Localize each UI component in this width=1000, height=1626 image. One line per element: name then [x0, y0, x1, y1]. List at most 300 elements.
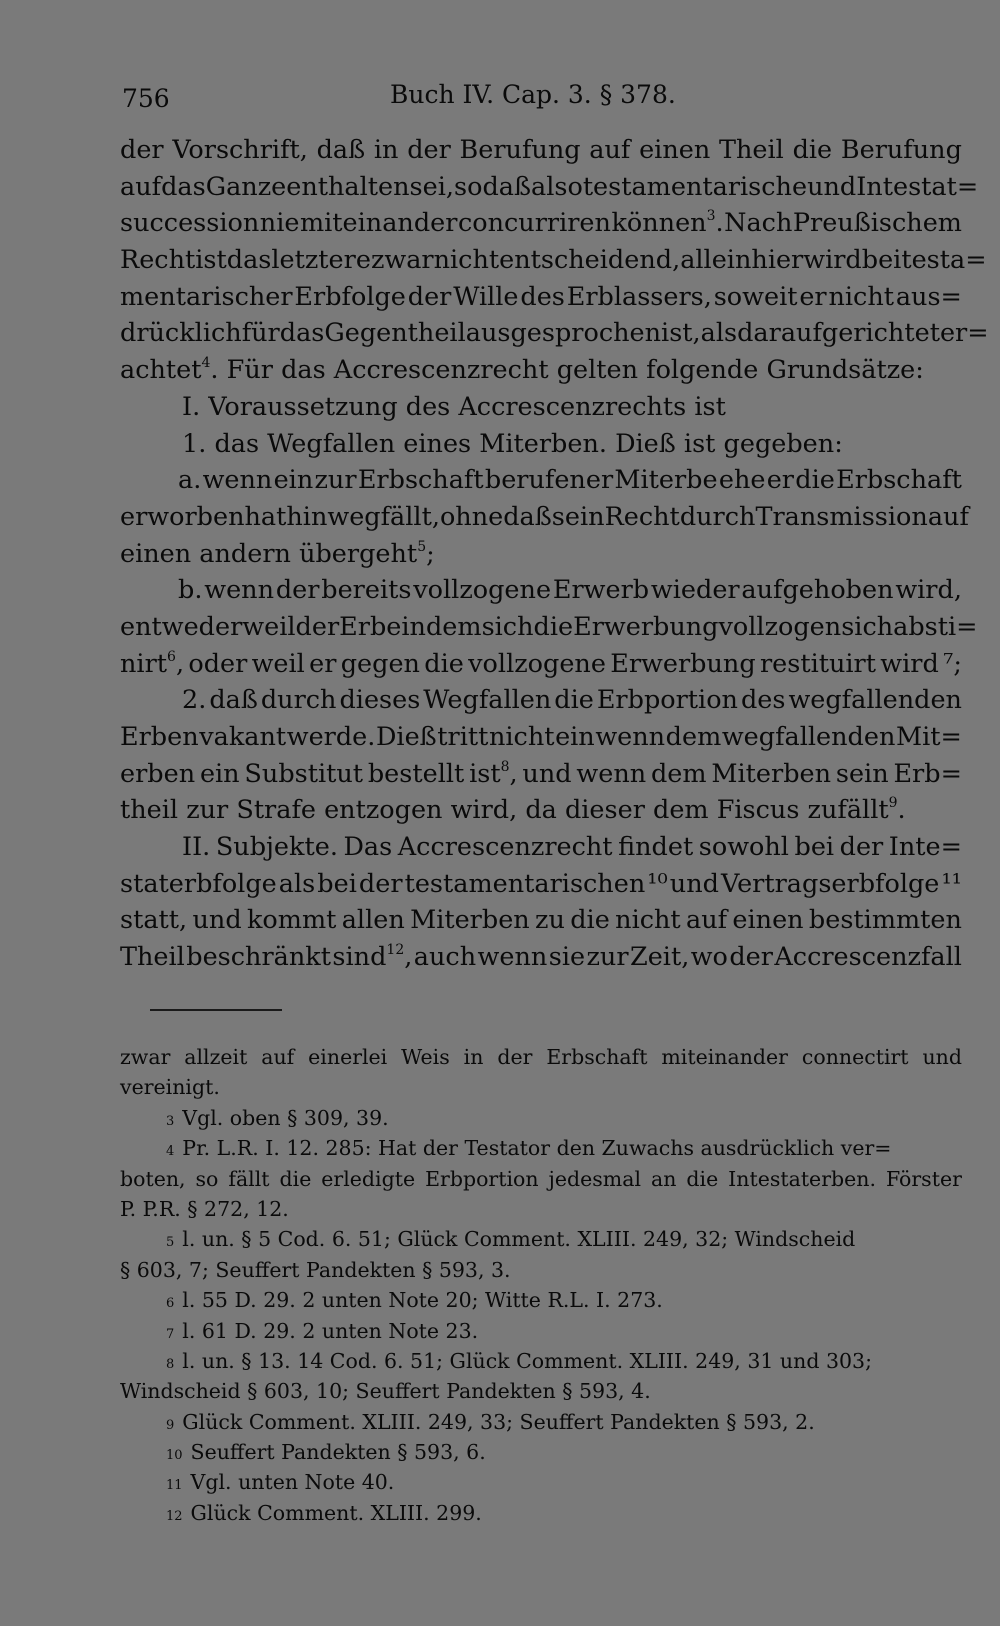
word: der [407, 135, 451, 165]
text-line [120, 132, 962, 169]
footnote-marker: 8 [166, 1356, 175, 1372]
word: zur [586, 942, 629, 973]
text-line [120, 205, 962, 242]
word: der [407, 281, 452, 312]
word: so [195, 1166, 219, 1191]
word: Erben [120, 722, 199, 752]
word: Erwerbung [573, 611, 719, 642]
word: boten, [120, 1166, 186, 1191]
word: Strafe [236, 795, 325, 826]
word: die [279, 1166, 312, 1191]
word: vollzogen [718, 611, 842, 642]
text-line [120, 315, 989, 352]
word: Berufung [459, 135, 581, 165]
main-text [120, 132, 989, 976]
word: bestellt [367, 758, 465, 789]
word: und [922, 1045, 962, 1069]
word: wenn [477, 942, 548, 973]
footnote-line [120, 1467, 962, 1497]
word: und [807, 171, 857, 202]
footnote-line [120, 1164, 962, 1194]
word: die [686, 1166, 719, 1191]
footnote-line [120, 1346, 962, 1376]
footnote-marker: 11 [166, 1478, 183, 1494]
word: er [309, 648, 337, 679]
text-line [120, 572, 962, 609]
footnote-ref: 6 [167, 648, 176, 665]
word: so [454, 171, 483, 202]
word: als [700, 318, 738, 349]
word: sein [835, 758, 889, 789]
word: Erbschaft [836, 465, 962, 496]
word: entzogen [324, 795, 451, 826]
text-line [120, 536, 962, 573]
word: das [279, 318, 325, 349]
word: allzeit [184, 1045, 248, 1069]
word: Substitut [244, 758, 364, 789]
word: entscheidend, [499, 245, 681, 276]
footnote-marker: 10 [166, 1448, 183, 1464]
word: aufgehoben [741, 575, 894, 606]
word: der [839, 832, 884, 863]
footnote-line [120, 1407, 962, 1437]
footnote-line [120, 1498, 962, 1528]
word: des [740, 685, 786, 716]
word: hier [751, 245, 804, 276]
word: nicht [615, 905, 681, 936]
text-line [120, 279, 962, 316]
footnote-text: Glück Comment. XLIII. 249, 33; Seuffert Pandekten § 593, 2. [182, 1409, 815, 1434]
word: er [799, 281, 827, 312]
word: zwar [120, 1045, 171, 1069]
word: Erb= [893, 758, 962, 789]
word: hat [244, 501, 287, 532]
word: achtet$^4$. [120, 355, 219, 386]
word: ¹⁰ [647, 868, 668, 899]
word: die [424, 648, 464, 679]
footnote-marker: 4 [166, 1144, 175, 1160]
word: zur [314, 465, 357, 496]
word: oder [188, 648, 248, 679]
word: sowohl [698, 832, 789, 863]
word: Erbe [339, 611, 402, 642]
word: hinwegfällt, [286, 501, 440, 532]
text-line [120, 609, 978, 646]
word: jedesmal [548, 1166, 642, 1191]
word: allen [341, 905, 405, 936]
word: Vertragserbfolge [721, 868, 940, 899]
word: mentarischer [120, 281, 293, 312]
word: tritt [437, 722, 489, 752]
footnote-line [120, 1072, 962, 1102]
word: Inte= [888, 832, 962, 863]
word: Subjekte. [215, 832, 338, 863]
word: sich [841, 611, 894, 642]
word: wird, [895, 575, 962, 606]
word: eines [403, 428, 480, 459]
word: wieder [650, 575, 740, 606]
word: Förster [885, 1166, 962, 1191]
word: ist$^8$, [469, 758, 518, 789]
word: berufener [484, 465, 614, 496]
word: dem [665, 722, 722, 752]
word: fällt [228, 1166, 270, 1191]
word: staterbfolge [120, 868, 277, 899]
word: dieser [564, 795, 653, 826]
word: 1. [182, 428, 215, 459]
page-number: 756 [122, 84, 170, 113]
footnote-line [120, 1042, 962, 1072]
word: aus= [895, 281, 962, 312]
text-line [120, 169, 979, 206]
word: daß [482, 171, 532, 202]
word: Nach [724, 208, 793, 239]
word: zwar [370, 245, 434, 276]
word: nirt$^6$, [120, 648, 185, 679]
word: absti= [893, 611, 978, 642]
word: restituirt [759, 648, 876, 679]
word: für [241, 318, 280, 349]
word: und [192, 905, 242, 936]
word: miteinander [299, 208, 458, 239]
footnote-text: Seuffert Pandekten § 593, 6. [190, 1440, 486, 1465]
word: dem [653, 795, 717, 826]
footnote-marker: 5 [166, 1235, 175, 1251]
footnote-separator [150, 1009, 282, 1011]
word: 2. [182, 685, 207, 716]
word: Intestaterben. [728, 1166, 876, 1191]
word: bei [317, 868, 357, 899]
word: nicht [433, 245, 500, 276]
footnote-text: vereinigt. [120, 1075, 220, 1100]
word: gegen [340, 648, 420, 679]
text-line [120, 792, 962, 829]
word: nicht [488, 722, 555, 752]
footnote-marker: 7 [166, 1326, 175, 1342]
word: daß [503, 501, 552, 532]
footnote-line [120, 1255, 962, 1285]
word: ¹¹ [941, 868, 962, 899]
word: wenn [576, 758, 647, 789]
word: also [531, 171, 583, 202]
word: sein [551, 501, 605, 532]
text-line [120, 499, 969, 536]
word: durch [260, 685, 337, 716]
word: des [405, 391, 459, 422]
word: die [795, 465, 835, 496]
word: Für [226, 355, 282, 386]
word: Recht [604, 501, 680, 532]
word: gegeben: [723, 428, 851, 459]
footnote-line [120, 1224, 962, 1254]
word: Ganze [205, 171, 287, 202]
word: letztere [271, 245, 371, 276]
footnote-ref: 3 [706, 208, 716, 225]
word: Theil [719, 135, 784, 165]
word: Wille [453, 281, 519, 312]
word: des [520, 281, 565, 312]
word: Erwerb [552, 575, 650, 606]
footnote-line [120, 1133, 962, 1163]
footnote-text: Pr. L.R. I. 12. 285: Hat der Testator den Zuwachs ausdrücklich ver= [182, 1136, 892, 1161]
word: wegfallenden [721, 722, 896, 752]
word: Mit= [895, 722, 962, 752]
word: gerichtet [821, 318, 940, 349]
footnote-line [120, 1103, 962, 1133]
word: als [278, 868, 316, 899]
word: Erwerbung [610, 648, 756, 679]
word: einen [732, 905, 804, 936]
word: das [161, 171, 206, 202]
text-line [120, 939, 962, 976]
word: zufällt$^9$. [807, 795, 906, 826]
word: vollzogene [468, 648, 606, 679]
word: ⁷; [943, 648, 962, 679]
word: Wegfallen [423, 685, 552, 716]
word: die [570, 905, 610, 936]
word: ist, [661, 318, 701, 349]
word: Berufung [840, 135, 962, 165]
footnote-ref: 5 [417, 538, 427, 555]
word: die [533, 611, 574, 642]
text-line [120, 242, 987, 279]
word: sich [481, 611, 534, 642]
word: testamentarische [582, 171, 808, 202]
word: Erbfolge [294, 281, 406, 312]
word: auf [261, 1045, 295, 1069]
word: da [525, 795, 565, 826]
word: Voraussetzung [208, 391, 406, 422]
word: der [497, 1045, 533, 1069]
word: wenn [202, 465, 273, 496]
word: bestimmten [808, 905, 962, 936]
footnote-text: Vgl. unten Note 40. [190, 1470, 395, 1495]
footnote-marker: 12 [166, 1508, 183, 1524]
word: Miterben. [479, 428, 616, 459]
word: übergeht$^5$; [299, 538, 435, 569]
word: nicht [828, 281, 894, 312]
word: Recht [120, 245, 196, 276]
word: die [554, 685, 594, 716]
word: Transmission [755, 501, 928, 532]
word: vollzogene [413, 575, 552, 606]
word: einerlei [308, 1045, 388, 1069]
text-line [120, 902, 962, 939]
word: sie [548, 942, 586, 973]
footnote-marker: 9 [166, 1417, 175, 1433]
footnote-text: l. un. § 5 Cod. 6. 51; Glück Comment. XLIII. 249, 32; Windscheid [182, 1227, 856, 1252]
word: daß [316, 135, 366, 165]
word: bei [861, 245, 902, 276]
word: der [295, 611, 340, 642]
footnote-text: l. un. § 13. 14 Cod. 6. 51; Glück Comment. XLIII. 249, 31 und 303; [182, 1348, 873, 1373]
footnote-text: P. P.R. § 272, 12. [120, 1196, 289, 1221]
footnote-ref: 12 [386, 942, 405, 959]
word: wird, [450, 795, 526, 826]
word: entweder [120, 611, 243, 642]
word: werde. [286, 722, 376, 752]
footnote-ref: 9 [888, 795, 898, 812]
word: b. [178, 575, 203, 606]
word: einen [120, 538, 200, 569]
text-line [120, 719, 962, 756]
word: Dieß [375, 722, 437, 752]
word: ist [195, 245, 227, 276]
word: Wegfallen [267, 428, 404, 459]
text-line [120, 646, 962, 683]
word: Accrescenzfall [774, 942, 962, 973]
word: Erblassers, [566, 281, 712, 312]
text-line [120, 352, 962, 389]
word: soweit [713, 281, 798, 312]
footnote-text: l. 61 D. 29. 2 unten Note 23. [182, 1318, 479, 1343]
word: auch [413, 942, 477, 973]
footnote-ref: 4 [201, 355, 211, 372]
word: sind$^{12}$, [332, 942, 413, 973]
word: Erbschaft [546, 1045, 648, 1069]
word: miteinander [661, 1045, 788, 1069]
word: Weis [401, 1045, 450, 1069]
text-line [120, 866, 962, 903]
text-line [120, 426, 962, 463]
footnote-line [120, 1437, 962, 1467]
word: zur [186, 795, 237, 826]
footnote-line [120, 1194, 962, 1224]
word: Intestat= [856, 171, 979, 202]
word: das [214, 428, 268, 459]
word: vakant [199, 722, 287, 752]
word: testa= [901, 245, 987, 276]
text-line [120, 389, 962, 426]
word: und [669, 868, 719, 899]
footnote-ref: 8 [500, 758, 510, 775]
word: Miterbe [614, 465, 718, 496]
word: bereits [321, 575, 412, 606]
word: Accrescenzrechts [458, 391, 695, 422]
word: darauf [737, 318, 822, 349]
word: er [766, 465, 794, 496]
word: das [281, 355, 334, 386]
word: II. [182, 832, 211, 863]
word: dem [650, 758, 707, 789]
word: erben [120, 758, 196, 789]
word: drücklich [120, 318, 242, 349]
footnote-text: Vgl. oben § 309, 39. [182, 1105, 389, 1130]
word: wird [880, 648, 939, 679]
word: andern [199, 538, 300, 569]
word: beschränkt [186, 942, 331, 973]
word: einen [639, 135, 711, 165]
footnote-marker: 3 [166, 1113, 175, 1129]
footnote-line [120, 1285, 962, 1315]
word: an [650, 1166, 677, 1191]
word: das [226, 245, 272, 276]
word: a. [178, 465, 202, 496]
word: ein [199, 758, 240, 789]
word: ehe [718, 465, 766, 496]
word: I. [182, 391, 209, 422]
word: Grundsätze: [766, 355, 932, 386]
word: und [522, 758, 572, 789]
footnote-text: Glück Comment. XLIII. 299. [190, 1500, 482, 1525]
word: folgende [646, 355, 767, 386]
word: weil [251, 648, 305, 679]
text-line [120, 462, 962, 499]
footnote-line [120, 1316, 962, 1346]
word: findet [618, 832, 694, 863]
word: ohne [439, 501, 504, 532]
word: wird [803, 245, 862, 276]
text-line [120, 829, 962, 866]
word: in [373, 135, 399, 165]
word: allein [680, 245, 752, 276]
word: auf [686, 905, 728, 936]
word: Gegentheil [324, 318, 466, 349]
word: bei [794, 832, 835, 863]
word: Accrescenzrecht [333, 355, 557, 386]
word: Das [343, 832, 393, 863]
word: Preußischem [792, 208, 962, 239]
word: der [729, 942, 773, 973]
running-title: Buch IV. Cap. 3. § 378. [390, 80, 676, 109]
word: succession [120, 208, 260, 239]
word: ein [273, 465, 314, 496]
word: enthalten [286, 171, 410, 202]
word: können$^3$. [611, 208, 724, 239]
word: Erbportion [596, 685, 738, 716]
word: Vorschrift, [172, 135, 308, 165]
word: Dieß [615, 428, 684, 459]
word: Miterben [711, 758, 832, 789]
footnote-line [120, 1376, 962, 1406]
word: Fiscus [716, 795, 808, 826]
word: der [275, 575, 320, 606]
word: statt, [120, 905, 188, 936]
word: in [401, 611, 426, 642]
text-line [120, 756, 962, 793]
footnote-text: Windscheid § 603, 10; Seuffert Pandekten § 593, 4. [120, 1379, 651, 1404]
word: wenn [595, 722, 666, 752]
word: testamentarischen [404, 868, 646, 899]
word: auf [927, 501, 969, 532]
word: Erbschaft [357, 465, 484, 496]
word: concurriren [457, 208, 611, 239]
word: zu [535, 905, 565, 936]
word: der [358, 868, 403, 899]
word: erworben [120, 501, 245, 532]
word: connectirt [801, 1045, 909, 1069]
word: ausgesprochen [465, 318, 662, 349]
footnote-marker: 6 [166, 1296, 175, 1312]
footnote-text: l. 55 D. 29. 2 unten Note 20; Witte R.L. I. 273. [182, 1288, 663, 1313]
word: dieses [339, 685, 421, 716]
word: Accrescenzrecht [397, 832, 613, 863]
word: weil [242, 611, 296, 642]
word: auf [589, 135, 631, 165]
footnotes [120, 1042, 962, 1528]
word: kommt [246, 905, 337, 936]
word: sei, [409, 171, 454, 202]
word: theil [120, 795, 187, 826]
word: ist [694, 391, 734, 422]
word: Theil [120, 942, 185, 973]
word: auf [120, 171, 162, 202]
word: Zeit, [629, 942, 690, 973]
word: nie [259, 208, 300, 239]
word: ein [555, 722, 595, 752]
word: ist [683, 428, 724, 459]
word: dem [425, 611, 482, 642]
